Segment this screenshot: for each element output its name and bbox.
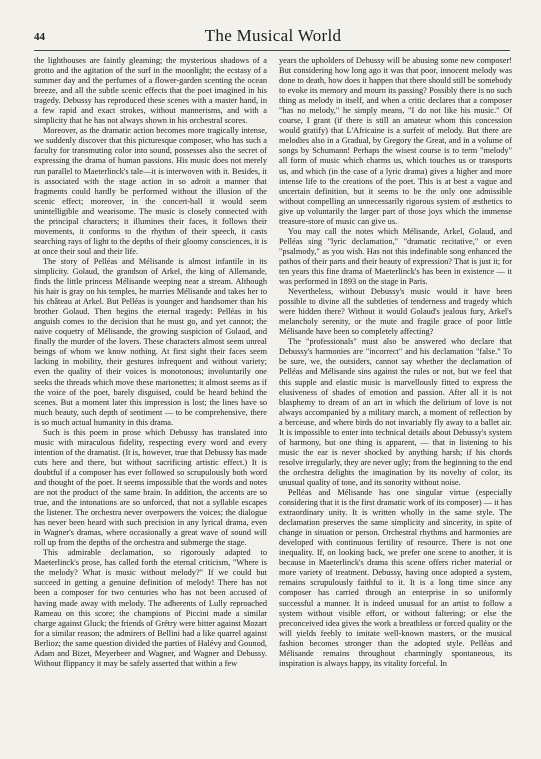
paragraph: The "professionals" must also be answered who declare that Debussy's harmonies are "incorrect" and his declamation "false." To be sure, we, the outsiders, cannot say whether the declamation of Pelléas and Mélisande sins against the rules or not, but we feel that this supple and elastic music is marvellously fitted to express the elusiveness of shades of emotion and passion. After all it is not blasphemy to dream of an art in which the delirium of love is not always accompanied by a military march, a moment of reflection by a berceuse, and where birds do not invariably fly away to a ballet air. It is impossible to enter into technical details about Debussy's system of harmony, but one thing is apparent, — that in listening to his music the ear is never shocked by anything harsh; if his chords resolve irregularly, they are never ugly; from the beginning to the end the orchestra delights the imagination by its novelty of color, its unusual quality of tone, and its sonority without noise. [279,337,512,487]
text-columns [34,56,512,669]
paragraph: The story of Pelléas and Mélisande is almost infantile in its simplicity. Golaud, the grandson of Arkel, the king of Allemande, finds the little princess Mélisande weeping near a stream. Although his hair is gray on his temples, he marries Mélisande and takes her to his château at Arkel. But Pelléas is younger and handsomer than his brother Golaud. Then begins the eternal tragedy: Pelléas in his anguish comes to the decision that he must go, and yet cannot; the naive coquetry of Mélisande, the growing suspicion of Golaud, and finally the murder of the lovers. These characters almost seem unreal beings of whom we know nothing. At first sight their faces seem lacking in mobility, their gestures infrequent and without variety; even the quality of their voices is monotonous; involuntarily one seeks the threads which move these marionettes; it almost seems as if the voice of the poet, barely disguised, could be heard behind the scenes. But a moment later this impression is lost; the lines have so much beauty, such depth of sentiment — to be comprehensive, there is so much actual humanity in this drama. [34,256,267,427]
paragraph: Moreover, as the dramatic action becomes more tragically intense, we suddenly discover that this picturesque composer, who has such a faculty for transmuting color into sound, possesses also the secret of expressing the drama of human passions. His music does not merely run parallel to Maeterlinck's tale—it is interwoven with it. Besides, it is associated with the stage action in so adroit a manner that fragments could hardly be performed without the illusion of the scenic effect; moreover, in the concert-hall it would seem unintelligible and wearisome. The music is closely connected with the principal characters; it illumines their faces, it follows their movements, it conforms to the rhythm of their speech, it casts searching rays of light to the depths of their gloomy consciences, it is at once their soul and their life. [34,126,267,256]
page-header [34,23,512,47]
paragraph: Pelléas and Mélisande has one singular virtue (especially considering that it is the first dramatic work of its composer) — it has extraordinary unity. It is written wholly in the same style. The declamation preserves the same simplicity and sincerity, in spite of change in situation or person. Orchestral rhythms and harmonies are developed with continuous fertility of resource. There is not one inequality. If, on looking back, we prefer one scene to another, it is because in Maeterlinck's drama this scene offers richer material or more variety of treatment. Debussy, having once adopted a system, remains scrupulously faithful to it. It is a long time since any composer has carried through an enterprise in so uniformly successful a manner. It is indeed unusual for an artist to follow a system without visible effort, or without faltering; or else the preconceived idea gives the work a breathless or forced quality or the will yields feebly to imitate well-known masters, or the musical fashion becomes stronger than the adopted style. Pelléas and Mélisande remains throughout charmingly spontaneous, its inspiration is always happy, its vitality forceful. In [279,488,512,668]
paragraph: This admirable declamation, so rigorously adapted to Maeterlinck's prose, has called forth the eternal criticism, "Where is the melody? What is music without melody?" If we could but succeed in getting a genuine definition of melody! There has not been a composer for two centuries who has not been accused of having made away with melody. The adherents of Lully reproached Rameau on this score; the champions of Piccini made a similar charge against Gluck; the friends of Grétry were bitter against Mozart for a similar reason; the admirers of Bellini had a like quarrel against Berlioz; the same question divided the parties of Halévy and Gounod, Adam and Bizet, Meyerbeer and Wagner, and Wagner and Debussy. Without flippancy it may be safely asserted that within a few [34,548,267,668]
paragraph: the lighthouses are faintly gleaming; the mysterious shadows of a grotto and the agitation of the surf in the moonlight; the ecstasy of a summer day and the perfumes of a flower-garden scenting the ocean breeze, and all the subtle scenic effects that the poet imagined in his tragedy. Debussy has reproduced these scenes with a master hand, in a few rapid and exact strokes, without mannerisms, and with a simplicity that he has not always shown in his orchestral scores. [34,56,267,126]
paragraph: years the upholders of Debussy will be abusing some new composer! But considering how long ago it was that poor, innocent melody was done to death, how does it happen that there should still be somebody to evoke its memory and mourn its passing? Possibly there is no such thing as melody in itself, and when a critic declares that a composer "has no melody," he simply means, "I do not like his music." Of course, I grant (if there is still an amateur whom this concession would gratify) that L'Africaine is a surfeit of melody. But there are melodies also in a Gradual, by Gregory the Great, and in a volume of songs by Schumann! Perhaps the wisest course is to term "melody" all form of music which charms us, which touches us or transports us, and which (in the case of a lyric drama) gives a higher and more intense life to the creations of the poet. This is at best a vague and uncertain definition, but it seems to be the only one admissible without compelling an unnecessarily rigorous system of æsthetics to give up voluntarily the larger part of those joys which the immense treasure-store of music can give us. [279,56,512,226]
page-number: 44 [34,31,45,43]
running-title: The Musical World [204,26,342,45]
header-rule [34,50,510,51]
paragraph: Such is this poem in prose which Debussy has translated into music with miraculous fidelity, respecting every word and every intention of the dramatist. (It is, however, true that Debussy has made cuts here and there, but without sacrificing artistic effect.) It is doubtful if a composer has ever followed so scrupulously both word and thought of the poet. It seems impossible that the words and notes are not the product of the same brain. In addition, the accents are so true, and the intonations are so unforced, that not a syllable escapes the listener. The orchestra never overpowers the voices; the dialogue has never been heard with such precision in any lyrical drama, even in Wagner's dramas, where occasionally a great wave of sound will roll up from the depths of the orchestra and submerge the stage. [34,427,267,548]
right-column [279,56,512,669]
paragraph: You may call the notes which Mélisande, Arkel, Golaud, and Pelléas sing "lyric declamation," "dramatic recitative," or even "psalmody," as you wish. Has not this indefinable song enhanced the pathos of their parts and their beauty of expression? That is just it; for ten years this fine drama of Maeterlinck's has been in existence — it was performed in 1893 on the stage in Paris. [279,226,512,287]
paragraph: Nevertheless, without Debussy's music would it have been possible to divine all the subtleties of tenderness and tragedy which were hidden there? Without it would Golaud's jealous fury, Arkel's melancholy serenity, or the mute and fragile grace of poor little Mélisande have been so completely affecting? [279,287,512,337]
left-column [34,56,267,669]
